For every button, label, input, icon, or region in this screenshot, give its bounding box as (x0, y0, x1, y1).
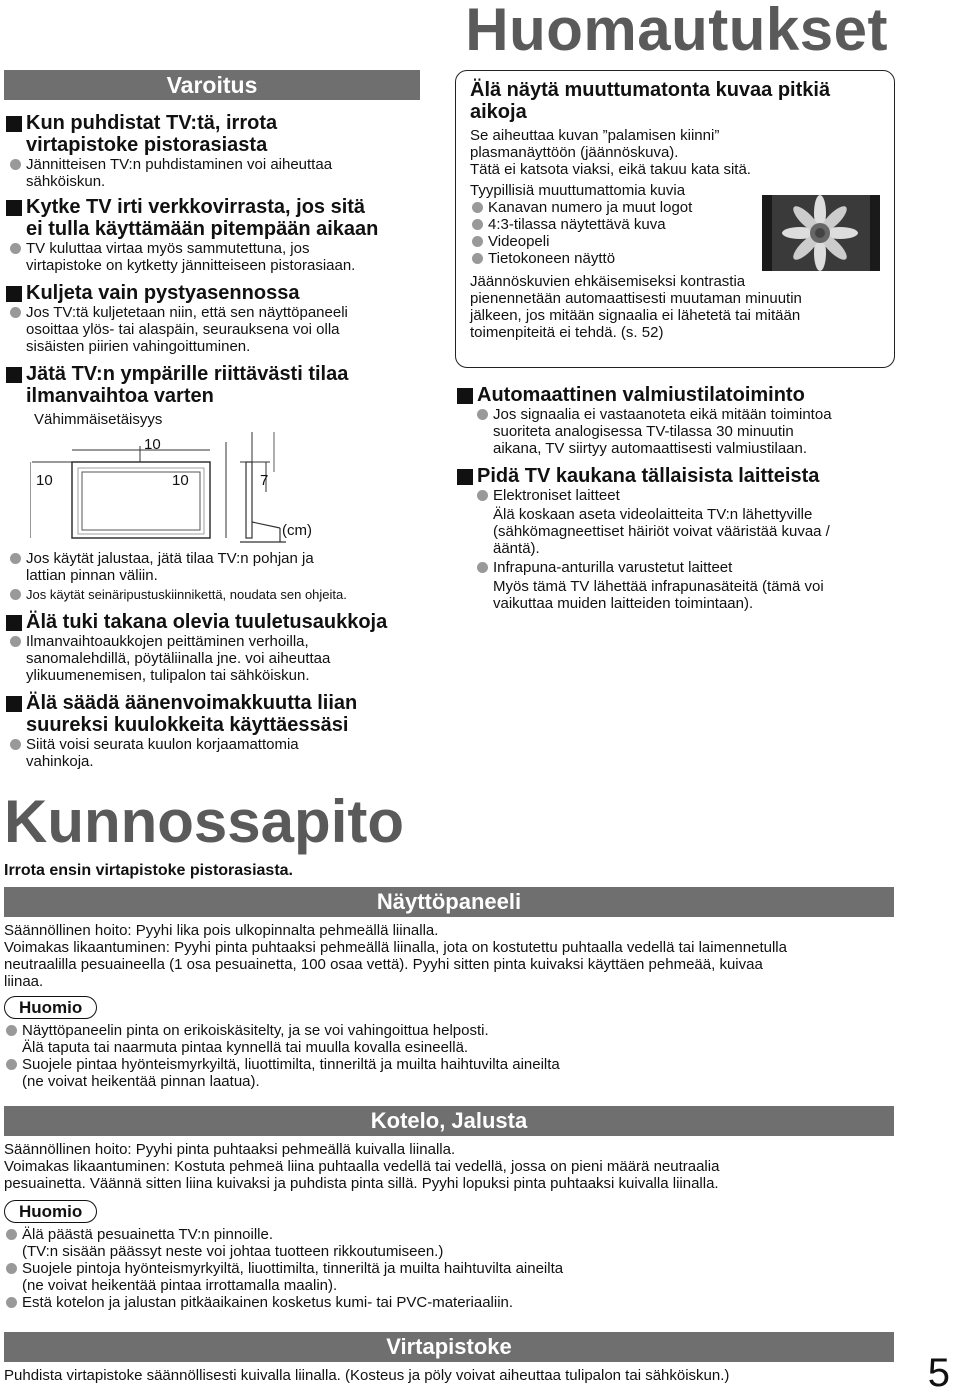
power-plug-text: Puhdista virtapistoke säännöllisesti kuivalla liinalla. (Kosteus ja pöly voivat aiheuttaa tulipalon tai sähköiskun.) (4, 1367, 730, 1384)
bullet-screen-surface: Näyttöpaneelin pinta on erikoiskäsitelty, ja se voi vahingoittua helposti. Älä taputa tai naarmuta pintaa kynnellä tai muulla kovalla esineellä. (4, 1022, 904, 1056)
dim-top: 10 (144, 436, 161, 453)
dim-unit: (cm) (282, 522, 312, 539)
cabinet-stand-bar: Kotelo, Jalusta (4, 1106, 894, 1136)
heading-headphones: Älä säädä äänenvoimakkuutta liian suureksi kuulokkeita käyttäessäsi (4, 692, 424, 736)
flower-image (762, 195, 880, 271)
bullet-headphones: Siitä voisi seurata kuulon korjaamattomia vahinkoja. (8, 736, 424, 770)
dim-right: 10 (172, 472, 189, 489)
clearance-diagram (4, 432, 424, 544)
page-number: 5 (927, 1351, 950, 1395)
heading-clean: Kun puhdistat TV:tä, irrota virtapistoke pistorasiasta (4, 112, 424, 156)
typical-item: Tietokoneen näyttö (470, 250, 880, 267)
cabinet-care-text: Säännöllinen hoito: Pyyhi pinta puhtaaksi pehmeällä kuivalla liinalla. Voimakas likaantuminen: Kostuta pehmeä liina puhtaalla vedellä tai vedellä, jossa on pieni määrä neutraalia pesuainetta. Väännä sitten liina kuivaksi ja puhdista pinta sillä. Pyyhi lopuksi pinta puhtaaksi kuivalla liinalla. (4, 1141, 720, 1192)
bullet-clean: Jännitteisen TV:n puhdistaminen voi aiheuttaa sähköiskun. (8, 156, 424, 190)
box-heading: Älä näytä muuttumatonta kuvaa pitkiä aikoja (470, 79, 831, 123)
bullet-infrared: Infrapuna-anturilla varustetut laitteet (475, 559, 915, 576)
dim-side: 7 (260, 472, 269, 489)
typical-item: Kanavan numero ja muut logot (470, 199, 880, 216)
bullet-transport: Jos TV:tä kuljetetaan niin, että sen näyttöpaneeli osoittaa ylös- tai alaspäin, seurauksena voi olla sisäisten piirien vahingoittuminen. (8, 304, 424, 355)
power-plug-bar: Virtapistoke (4, 1332, 894, 1362)
bullet-vents: Ilmanvaihtoaukkojen peittäminen verhoilla, sanomalehdillä, pöytäliinalla jne. voi aiheuttaa ylikuumenemisen, tulipalon tai sähköiskun. (8, 633, 424, 684)
heading-transport: Kuljeta vain pystyasennossa (4, 282, 424, 304)
page-title: Huomautukset (465, 0, 888, 63)
infrared-text: Myös tämä TV lähettää infrapunasäteitä (tämä voi vaikuttaa muiden laitteiden toimintaan). (493, 578, 824, 612)
bullet-cabinet-chemicals: Suojele pintoja hyönteismyrkyiltä, liuottimilta, tinneriltä ja muilta haihtuvilta aineilta (ne voivat heikentää pintaa irrottamalla maalin). (4, 1260, 904, 1294)
cabinet-stand-section (4, 1141, 904, 1311)
box-p2: Jäännöskuvien ehkäisemiseksi kontrastia pienennetään automaattisesti muutaman minuutin jälkeen, jos mitään signaalia ei lähetetä tai mitään toimenpiteitä ei tehdä. (s. 52) (470, 273, 802, 341)
heading-keep-away: Pidä TV kaukana tällaisista laitteista (455, 465, 915, 487)
heading-unplug: Kytke TV irti verkkovirrasta, jos sitä ei tulla käyttämään pitempään aikaan (4, 196, 424, 240)
caution-badge: Huomio (4, 1200, 97, 1223)
bullet-stand: Jos käytät jalustaa, jätä tilaa TV:n pohjan ja lattian pinnan väliin. (8, 550, 424, 584)
bullet-electronics: Elektroniset laitteet (475, 487, 915, 504)
typical-item: Videopeli (470, 233, 880, 250)
varoitus-section (4, 112, 424, 770)
bullet-unplug: TV kuluttaa virtaa myös sammutettuna, jos virtapistoke on kytketty jännitteiseen pistorasiaan. (8, 240, 424, 274)
maintenance-title: Kunnossapito (4, 788, 404, 855)
screen-care-text: Säännöllinen hoito: Pyyhi lika pois ulkopinnalta pehmeällä liinalla. Voimakas likaantuminen: Pyyhi pinta puhtaaksi pehmeällä liinalla, jota on kostutettu puhtaalla vedellä tai laimennetulla neutraalilla pesuaineella (1 osa pesuainetta, 100 osaa vettä). Pyyhi sitten pinta kuivaksi käyttäen pehmeää, kuivaa liinaa. (4, 922, 787, 990)
static-image-box (455, 70, 895, 368)
dim-left: 10 (36, 472, 53, 489)
bullet-screen-chemicals: Suojele pintaa hyönteismyrkyiltä, liuottimilta, tinneriltä ja muilta haihtuvilta aineilta (ne voivat heikentää pinnan laatua). (4, 1056, 904, 1090)
typical-item: 4:3-tilassa näytettävä kuva (470, 216, 880, 233)
bullet-no-detergent: Älä päästä pesuainetta TV:n pinnoille. (TV:n sisään päässyt neste voi johtaa tuotteen rikkoutumiseen.) (4, 1226, 904, 1260)
maintenance-intro: Irrota ensin virtapistoke pistorasiasta. (4, 862, 293, 879)
screen-panel-section (4, 922, 904, 1090)
min-distance-label: Vähimmäisetäisyys (34, 411, 163, 428)
typical-label: Tyypillisiä muuttumattomia kuvia (470, 182, 686, 199)
heading-vents: Älä tuki takana olevia tuuletusaukkoja (4, 611, 424, 633)
auto-standby-section (455, 384, 915, 612)
heading-auto-standby: Automaattinen valmiustilatoiminto (455, 384, 915, 406)
box-p1: Se aiheuttaa kuvan ”palamisen kiinni” plasmanäyttöön (jäännöskuva). Tätä ei katsota viaksi, eikä takuu kata sitä. (470, 127, 751, 178)
varoitus-bar: Varoitus (4, 70, 420, 100)
caution-badge: Huomio (4, 996, 97, 1019)
electronics-text: Älä koskaan aseta videolaitteita TV:n lähettyville (sähkömagneettiset häiriöt voivat vääristää kuvaa / ääntä). (493, 506, 830, 557)
heading-ventilation-space: Jätä TV:n ympärille riittävästi tilaa ilmanvaihtoa varten (4, 363, 424, 407)
bullet-rubber-pvc: Estä kotelon ja jalustan pitkäaikainen kosketus kumi- tai PVC-materiaaliin. (4, 1294, 904, 1311)
bullet-auto-standby: Jos signaalia ei vastaanoteta eikä mitään toimintoa suoriteta analogisessa TV-tilassa 30 minuutin aikana, TV siirtyy automaattisesti valmiustilaan. (475, 406, 915, 457)
screen-panel-bar: Näyttöpaneeli (4, 887, 894, 917)
bullet-wall-mount: Jos käytät seinäripustuskiinnikettä, noudata sen ohjeita. (8, 586, 424, 603)
